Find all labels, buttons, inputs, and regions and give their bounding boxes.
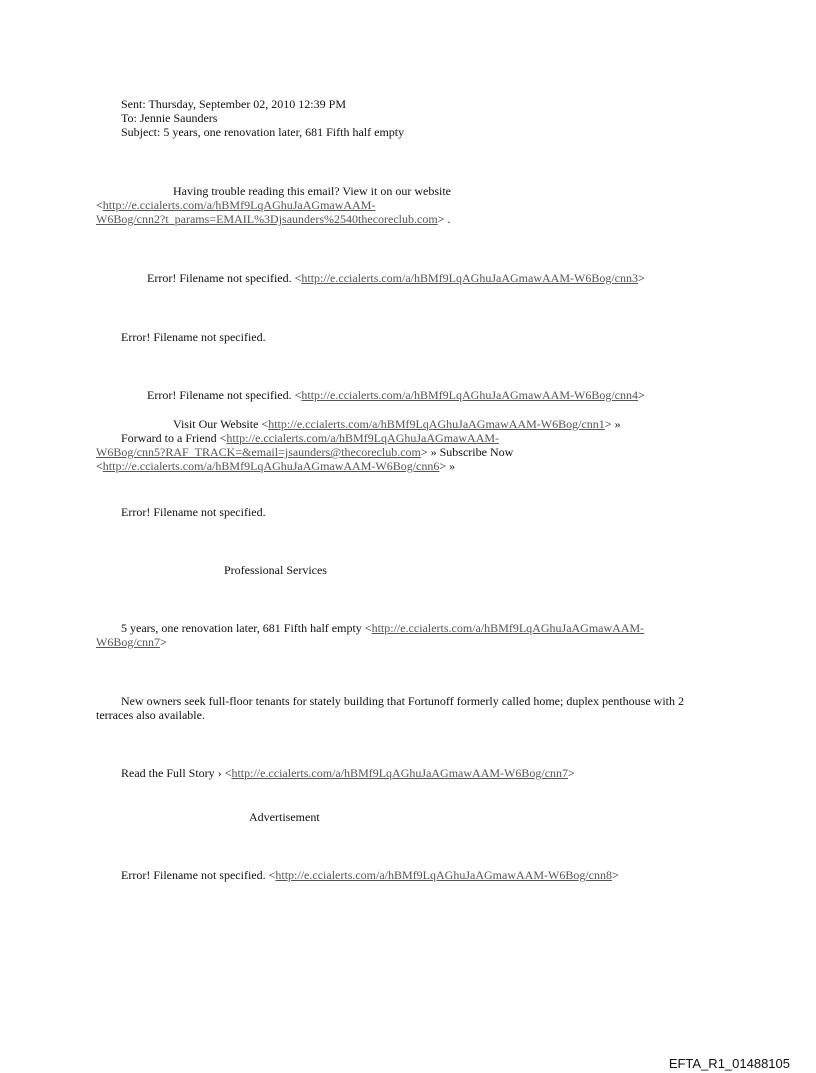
ad-link-cnn8[interactable]: http://e.ccialerts.com/a/hBMf9LqAGhuJaAGmawAAM-W6Bog/cnn8 [275,868,612,882]
view-online-notice [96,184,451,226]
subscribe-link[interactable]: http://e.ccialerts.com/a/hBMf9LqAGhuJaAGmawAAM-W6Bog/cnn6 [102,459,440,473]
headline-link-cont[interactable]: W6Bog/cnn7 [96,635,160,649]
image-placeholder-2: Error! Filename not specified. [121,330,266,344]
forward-friend-link-cont[interactable]: W6Bog/cnn5?RAF_TRACK=&email=jsaunders@thecoreclub.com [96,445,421,459]
article-headline: 5 years, one renovation later, 681 Fifth half empty <http://e.ccialerts.com/a/hBMf9LqAGhuJaAGmawAAM- W6Bog/cnn7> [96,621,645,649]
image-placeholder-1: Error! Filename not specified. <http://e.ccialerts.com/a/hBMf9LqAGhuJaAGmawAAM-W6Bog/cnn3> [147,271,645,285]
email-header [121,97,404,139]
section-title: Professional Services [224,563,327,577]
summary-line-1: New owners seek full-floor tenants for stately building that Fortunoff formerly called home; duplex penthouse with 2 [121,694,684,708]
visit-website-line: Visit Our Website <http://e.ccialerts.com/a/hBMf9LqAGhuJaAGmawAAM-W6Bog/cnn1> » [173,417,621,431]
forward-line-2: W6Bog/cnn5?RAF_TRACK=&email=jsaunders@thecoreclub.com> » Subscribe Now [96,445,514,459]
view-online-link[interactable]: http://e.ccialerts.com/a/hBMf9LqAGhuJaAGmawAAM- [102,198,376,212]
image-placeholder-5: Error! Filename not specified. <http://e.ccialerts.com/a/hBMf9LqAGhuJaAGmawAAM-W6Bog/cnn8> [121,868,619,882]
view-online-link-line2: W6Bog/cnn2?t_params=EMAIL%3Djsaunders%2540thecoreclub.com> . [96,212,451,226]
view-online-text: Having trouble reading this email? View it on our website [173,184,451,198]
image-link-cnn3[interactable]: http://e.ccialerts.com/a/hBMf9LqAGhuJaAGmawAAM-W6Bog/cnn3 [301,271,638,285]
view-online-link-cont[interactable]: W6Bog/cnn2?t_params=EMAIL%3Djsaunders%2540thecoreclub.com [96,212,438,226]
forward-line: Forward to a Friend <http://e.ccialerts.com/a/hBMf9LqAGhuJaAGmawAAM- [121,431,500,445]
image-placeholder-3: Error! Filename not specified. <http://e.ccialerts.com/a/hBMf9LqAGhuJaAGmawAAM-W6Bog/cnn4> [147,388,645,402]
to-line: To: Jennie Saunders [121,111,218,125]
document-id: EFTA_R1_01488105 [668,1056,790,1071]
summary-line-2: terraces also available. [96,708,205,722]
nav-links [96,417,621,473]
headline-link[interactable]: http://e.ccialerts.com/a/hBMf9LqAGhuJaAGmawAAM- [371,621,645,635]
view-online-link-line1: <http://e.ccialerts.com/a/hBMf9LqAGhuJaAGmawAAM- [96,198,376,212]
read-more: Read the Full Story › <http://e.ccialerts.com/a/hBMf9LqAGhuJaAGmawAAM-W6Bog/cnn7> [121,766,575,780]
image-placeholder-4: Error! Filename not specified. [121,505,266,519]
read-full-story-link[interactable]: http://e.ccialerts.com/a/hBMf9LqAGhuJaAGmawAAM-W6Bog/cnn7 [231,766,569,780]
image-link-cnn4[interactable]: http://e.ccialerts.com/a/hBMf9LqAGhuJaAGmawAAM-W6Bog/cnn4 [301,388,638,402]
forward-friend-link[interactable]: http://e.ccialerts.com/a/hBMf9LqAGhuJaAGmawAAM- [226,431,500,445]
error-text: Error! Filename not specified. < [121,868,276,882]
subject-line: Subject: 5 years, one renovation later, 681 Fifth half empty [121,125,405,139]
article-summary [96,694,684,722]
headline-text: 5 years, one renovation later, 681 Fifth half empty < [121,621,372,635]
error-text: Error! Filename not specified. < [147,271,302,285]
visit-website-link[interactable]: http://e.ccialerts.com/a/hBMf9LqAGhuJaAGmawAAM-W6Bog/cnn1 [268,417,605,431]
sent-line: Sent: Thursday, September 02, 2010 12:39 PM [121,97,346,111]
advertisement-label: Advertisement [249,810,320,824]
error-text: Error! Filename not specified. < [147,388,302,402]
subscribe-line: <http://e.ccialerts.com/a/hBMf9LqAGhuJaAGmawAAM-W6Bog/cnn6> » [96,459,456,473]
